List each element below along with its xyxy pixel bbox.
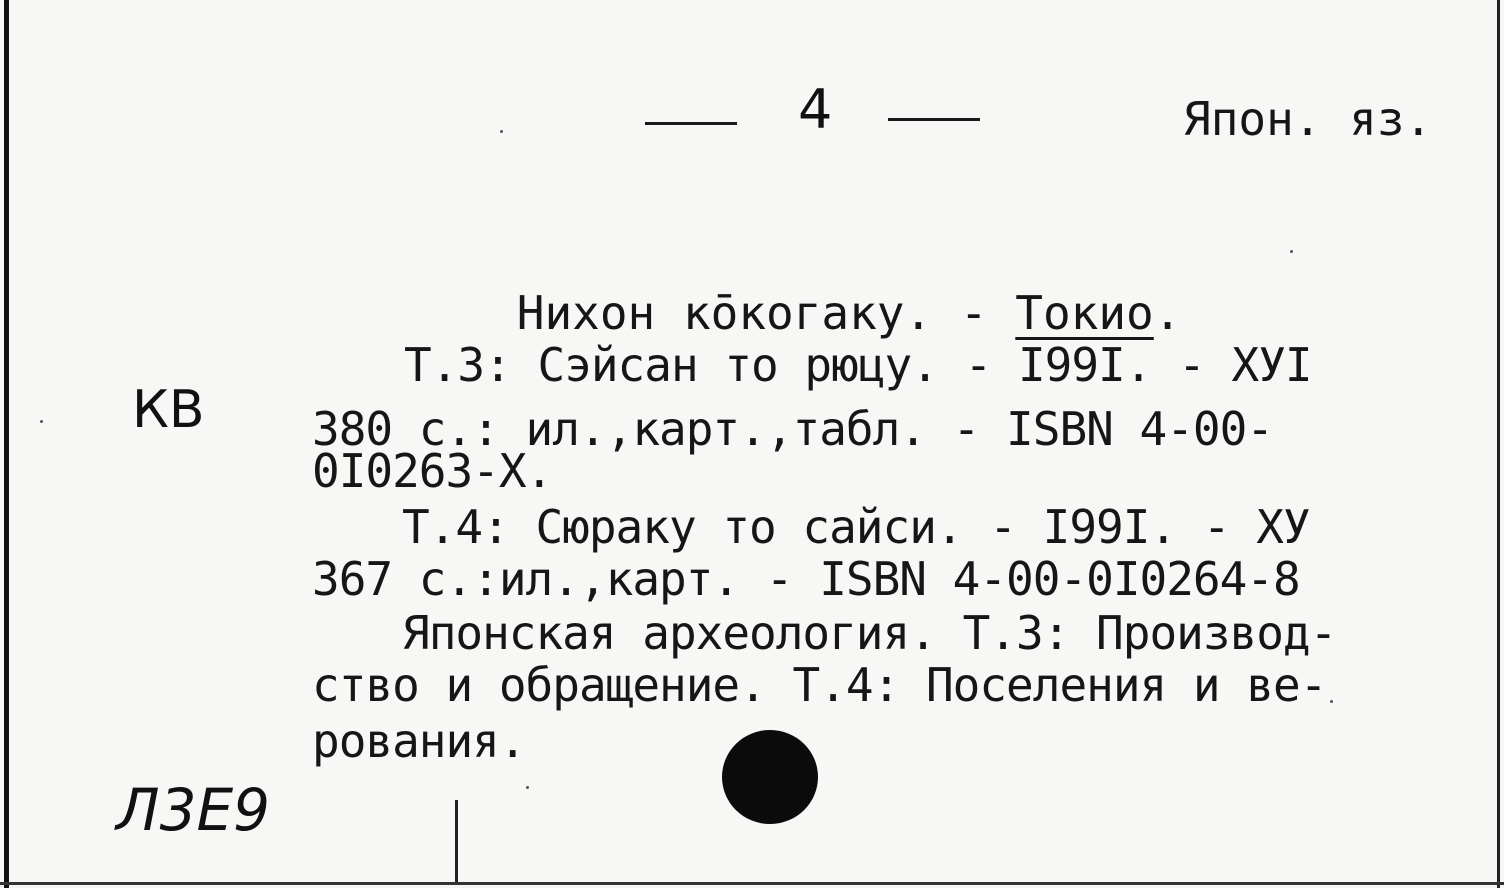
handwritten-code: Л3Е9 bbox=[116, 776, 271, 844]
card-right-edge bbox=[1497, 0, 1500, 888]
publication-place: Токио bbox=[1015, 286, 1154, 340]
punch-hole bbox=[722, 730, 818, 824]
body-line: 367 с.:ил.,карт. - ISBN 4-00-0I0264-8 bbox=[312, 552, 1300, 606]
speck-mark bbox=[1330, 700, 1333, 703]
body-line: 0I0263-Х. bbox=[312, 444, 553, 498]
speck-mark bbox=[500, 130, 503, 133]
speck-mark bbox=[1290, 250, 1293, 253]
body-line: ство и обращение. Т.4: Поселения и ве- bbox=[312, 658, 1327, 712]
page-number: 4 bbox=[798, 78, 833, 141]
card-bottom-edge bbox=[0, 882, 1504, 885]
body-line: Т.4: Сюраку то сайси. - I99I. - ХУ bbox=[402, 500, 1310, 554]
card-title: Нихон кōкогаку. - bbox=[516, 286, 1016, 340]
body-line: Т.3: Сэйсан то рюцу. - I99I. - ХУI bbox=[404, 338, 1312, 392]
title-end-punctuation: . bbox=[1153, 286, 1182, 340]
page-number-left-dash bbox=[645, 122, 737, 125]
body-line: рования. bbox=[312, 714, 526, 768]
body-line: 380 с.: ил.,карт.,табл. - ISBN 4-00- bbox=[312, 402, 1273, 456]
subject-heading: Япон. яз. bbox=[1183, 92, 1433, 146]
card-left-edge bbox=[4, 0, 9, 888]
body-line: Японская археология. Т.3: Производ- bbox=[402, 606, 1337, 660]
shelf-mark: КВ bbox=[132, 380, 205, 440]
vertical-rule bbox=[455, 800, 458, 882]
speck-mark bbox=[526, 786, 529, 789]
speck-mark bbox=[40, 420, 43, 423]
page-number-right-dash bbox=[888, 118, 980, 121]
